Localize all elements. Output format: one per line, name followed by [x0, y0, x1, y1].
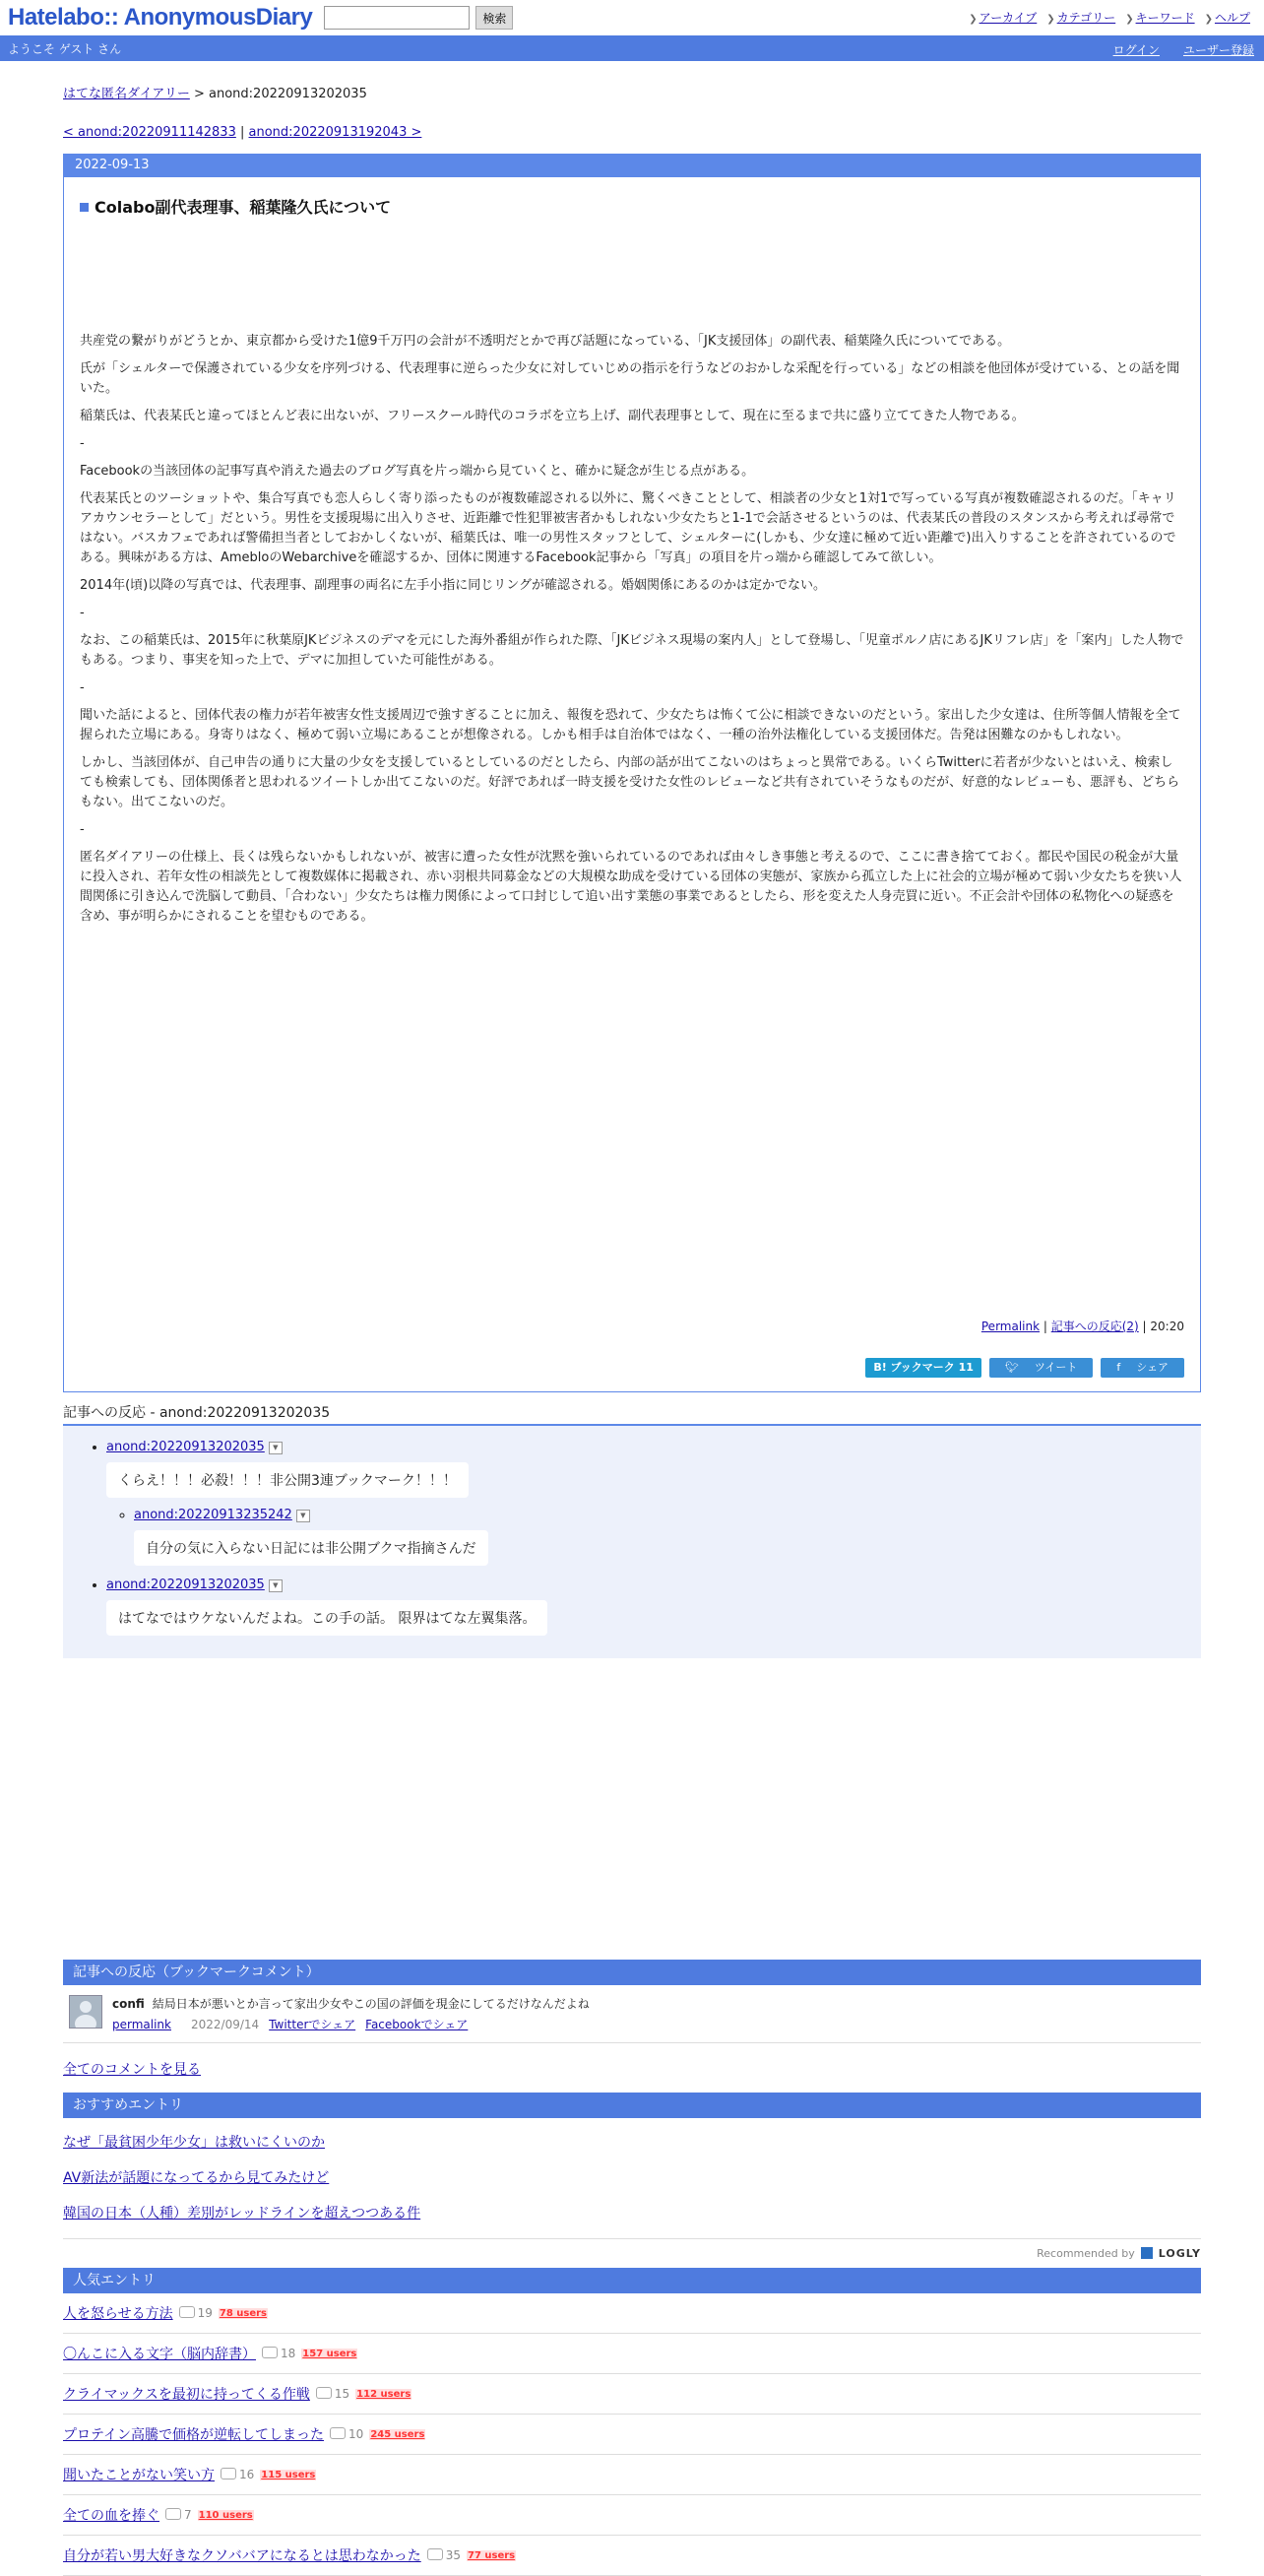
chevron-right-icon: ❯	[969, 14, 978, 25]
popular-item-link[interactable]: 〇んこに入る文字（脳内辞書）	[63, 2347, 256, 2362]
reaction-text: はてなではウケないんだよね。この手の話。 限界はてな左翼集落。	[106, 1600, 547, 1636]
comment-count-value: 19	[197, 2306, 213, 2320]
facebook-share-link[interactable]: Facebookでシェア	[365, 2018, 469, 2031]
bookmark-users-badge[interactable]: 115 users	[261, 2469, 316, 2480]
comment-count	[262, 2347, 295, 2360]
time-sep: |	[1138, 1320, 1151, 1333]
facebook-label: シェア	[1128, 1358, 1176, 1378]
all-comments-link[interactable]: 全てのコメントを見る	[63, 2062, 201, 2078]
bookmark-comments-title: 記事への反応（ブックマークコメント）	[63, 1960, 1201, 1985]
entry-pager	[63, 125, 1201, 140]
entry-paragraph: 代表某氏とのツーショットや、集合写真でも恋人らしく寄り添ったものが複数確認される以外に、驚くべきこととして、相談者の少女と1対1で写っている写真が複数確認されるのだ。「キャリアカウンセラーとして」だという。男性を支援現場に出入りさせ、近距離で性犯罪被害者かもしれない少女たちと1-1で会話させるというのは、代表某氏の普段のスタンスから考えれば尋常ではない。バスカフェであれば警備担当者としておかしくないが、稲葉氏は、唯一の男性スタッフとして、シェルターに(しかも、少女達に極めて近い距離で)出入りすることを許されているのである。興味がある方は、AmebloのWebarchiveを確認するか、団体に関連するFacebook記事から「写真」の項目を片っ端から確認してみて欲しい。	[80, 491, 1176, 565]
nav-category[interactable]: カテゴリー	[1056, 11, 1116, 25]
bookmark-users-badge[interactable]: 77 users	[468, 2549, 516, 2561]
tweet-label: ツイート	[1027, 1358, 1085, 1378]
reaction-item	[134, 1508, 1185, 1566]
share-buttons	[865, 1358, 1184, 1378]
popular-item	[63, 2415, 1201, 2455]
popular-item-link[interactable]: 聞いたことがない笑い方	[63, 2468, 215, 2483]
reaction-text: 自分の気に入らない日記には非公開ブクマ指摘さんだ	[134, 1530, 488, 1566]
reaction-item	[106, 1578, 1185, 1636]
entry-paragraph: なお、この稲葉氏は、2015年に秋葉原JKビジネスのデマを元にした海外番組が作られた際、「JKビジネス現場の案内人」として登場し、「児童ポルノ店にあるJKリフレ店」を「案内」した人物でもある。つまり、事実を知った上で、デマに加担していた可能性がある。	[80, 633, 1184, 668]
comment-count	[165, 2508, 192, 2522]
comment-icon	[427, 2548, 443, 2560]
bookmark-user[interactable]: confi	[112, 1997, 145, 2011]
popular-item-link[interactable]: クライマックスを最初に持ってくる作戦	[63, 2387, 310, 2403]
permalink-link[interactable]: Permalink	[980, 1320, 1041, 1333]
recommended-by-text: Recommended by	[1037, 2247, 1135, 2260]
popular-item-link[interactable]: プロテイン高騰で価格が逆転してしまった	[63, 2427, 325, 2443]
recommended-by	[63, 2238, 1201, 2260]
dropdown-icon[interactable]: ▼	[269, 1442, 283, 1454]
entry-paragraph: しかし、当該団体が、自己申告の通りに大量の少女を支援しているとしているのだとしたら、内部の話が出てこないのはちょっと異常である。いくらTwitterに若者が少ないとはいえ、検索しても検索しても、団体関係者と思われるツイートしか出てこないのだ。好評であれば一時支援を受けた女性のレビューなど共有されていそうなものだが、好意的なレビューも、悪評も、どちらもない。出てこないのだ。	[80, 755, 1180, 809]
entry-paragraph: -	[80, 680, 85, 695]
comment-count	[330, 2427, 363, 2441]
comment-count	[221, 2468, 254, 2481]
popular-list	[63, 2293, 1201, 2576]
site-logo[interactable]: Hatelabo:: AnonymousDiary	[8, 4, 313, 31]
welcome-bar	[0, 35, 1264, 61]
tweet-button[interactable]	[989, 1358, 1093, 1378]
popular-item	[63, 2293, 1201, 2334]
dropdown-icon[interactable]: ▼	[296, 1510, 310, 1522]
entry-paragraph: 匿名ダイアリーの仕様上、長くは残らないかもしれないが、被害に遭った女性が沈黙を強いられているのであれば由々しき事態と考えるので、ここに書き捨てておく。都民や国民の税金が大量に投入され、若年女性の相談先として複数媒体に掲載され、赤い羽根共同募金などの大規模な助成を受けている団体の実態が、家族から孤立した上に社会的立場が極めて弱い少女たちを狭い人間関係に引き込んで洗脳して動員、「合わない」少女たちは権力関係によって口封じして追い出す業態の事業であるとしたら、形を変えた人身売買に近い。不正会計や団体の私物化への疑惑を含め、事が明らかにされることを望むものである。	[80, 850, 1182, 924]
entry-body	[80, 332, 1184, 927]
entry-paragraph: -	[80, 822, 85, 837]
popular-item	[63, 2455, 1201, 2495]
entry-title-text: Colabo副代表理事、稲葉隆久氏について	[95, 198, 392, 217]
twitter-icon: 🐦︎	[997, 1358, 1027, 1378]
bookmark-permalink[interactable]: permalink	[112, 2018, 171, 2031]
comment-count-value: 10	[348, 2427, 364, 2441]
spacer	[63, 1658, 1201, 1960]
foot-sep: |	[1040, 1320, 1051, 1333]
entry-paragraph: 稲葉氏は、代表某氏と違ってほとんど表に出ないが、フリースクール時代のコラボを立ち上げ、副代表理事として、現在に至るまで共に盛り立ててきた人物である。	[80, 409, 1025, 423]
comment-icon	[179, 2306, 195, 2318]
comment-count-value: 35	[445, 2548, 461, 2562]
search-input[interactable]	[324, 6, 470, 30]
comment-icon	[330, 2427, 346, 2439]
bookmark-users-badge[interactable]: 157 users	[302, 2348, 357, 2359]
bookmark-date: 2022/09/14	[191, 2018, 260, 2031]
facebook-share-button[interactable]	[1101, 1358, 1184, 1378]
breadcrumb-current: anond:20220913202035	[209, 87, 367, 101]
reaction-link[interactable]: anond:20220913202035	[106, 1440, 265, 1454]
recommended-item[interactable]: 韓国の日本（人種）差別がレッドラインを超えつつある件	[63, 2206, 421, 2222]
logly-logo[interactable]: LOGLY	[1158, 2247, 1201, 2260]
twitter-share-link[interactable]: Twitterでシェア	[269, 2018, 356, 2031]
entry-paragraph: -	[80, 606, 85, 620]
reactions-title: 記事への反応 - anond:20220913202035	[63, 1402, 1201, 1426]
next-entry-link[interactable]: anond:20220913192043 >	[248, 125, 422, 140]
entry-time: 20:20	[1150, 1320, 1184, 1333]
hatena-bookmark-button[interactable]: B! ブックマーク 11	[865, 1358, 981, 1378]
login-link[interactable]: ログイン	[1112, 43, 1160, 57]
entry-paragraph: Facebookの当該団体の記事写真や消えた過去のブログ写真を片っ端から見ていくと、確かに疑念が生じる点がある。	[80, 464, 755, 479]
popular-item	[63, 2334, 1201, 2374]
comment-icon	[262, 2347, 278, 2358]
reaction-link[interactable]: anond:20220913202035	[106, 1578, 265, 1592]
recommended-list	[63, 2118, 1201, 2236]
popular-item-link[interactable]: 自分が若い男大好きなクソババアになるとは思わなかった	[63, 2548, 421, 2564]
reaction-link[interactable]: anond:20220913235242	[134, 1508, 292, 1522]
comment-count-value: 18	[281, 2347, 296, 2360]
nested-reactions	[106, 1508, 1185, 1566]
bookmark-users-badge[interactable]: 78 users	[219, 2307, 268, 2319]
nav-help[interactable]: ヘルプ	[1214, 11, 1250, 25]
comment-count	[427, 2548, 461, 2562]
nav-archive[interactable]: アーカイブ	[979, 11, 1038, 25]
top-nav	[969, 9, 1250, 26]
chevron-right-icon: ❯	[1046, 14, 1055, 25]
pager-sep: |	[235, 125, 249, 140]
comment-count-value: 7	[184, 2508, 192, 2522]
reactions-list	[79, 1440, 1185, 1636]
entry-paragraph: 聞いた話によると、団体代表の権力が若年被害女性支援周辺で強すぎることに加え、報復を恐れて、少女たちは怖くて公に相談できないのだという。家出した少女達は、住所等個人情報を全て握られた立場にある。身寄りはなく、極めて弱い立場にあることが想像される。しかも相手は自治体ではなく、一種の治外法権化している支援団体だ。告発は困難なのかもしれない。	[80, 708, 1181, 742]
logly-logo-icon	[1141, 2247, 1153, 2259]
square-bullet-icon	[80, 203, 89, 212]
popular-item	[63, 2374, 1201, 2415]
prev-entry-link[interactable]: < anond:20220911142833	[63, 125, 236, 140]
comment-icon	[165, 2508, 181, 2520]
welcome-text: ようこそ ゲスト さん	[8, 41, 122, 56]
entry-paragraph: 2014年(頃)以降の写真では、代表理事、副理事の両名に左手小指に同じリングが確認される。婚姻関係にあるのかは定かでない。	[80, 578, 826, 593]
breadcrumb	[63, 83, 1201, 101]
comment-icon	[221, 2468, 236, 2479]
comment-icon	[316, 2387, 332, 2399]
top-bar	[0, 0, 1264, 35]
entry-paragraph: -	[80, 436, 85, 451]
entry-title[interactable]	[80, 195, 1184, 218]
entry-date: 2022-09-13	[63, 154, 1201, 177]
bookmark-comment	[63, 1985, 1201, 2043]
chevron-right-icon: ❯	[1125, 14, 1134, 25]
comment-count-value: 16	[239, 2468, 255, 2481]
register-link[interactable]: ユーザー登録	[1182, 43, 1254, 57]
entry-footer	[981, 1318, 1184, 1334]
popular-title: 人気エントリ	[63, 2268, 1201, 2293]
popular-item-link[interactable]: 全ての血を捧ぐ	[63, 2508, 159, 2524]
recommended-title: おすすめエントリ	[63, 2093, 1201, 2118]
reaction-item	[106, 1440, 1185, 1566]
chevron-right-icon: ❯	[1204, 14, 1213, 25]
bookmark-comment-text: 結局日本が悪いとか言って家出少女やこの国の評価を現金にしてるだけなんだよね	[152, 1997, 590, 2011]
comment-count	[179, 2306, 213, 2320]
popular-item	[63, 2536, 1201, 2576]
comment-count-value: 15	[334, 2387, 350, 2401]
comment-count	[316, 2387, 349, 2401]
bookmark-users-badge[interactable]: 245 users	[370, 2428, 425, 2440]
search-button[interactable]: 検索	[475, 6, 513, 30]
recommended-item[interactable]: なぜ「最貧困少年少女」は救いにくいのか	[63, 2135, 325, 2151]
reactions-area	[63, 1426, 1201, 1658]
entry-section	[63, 177, 1201, 1392]
nav-keyword[interactable]: キーワード	[1135, 11, 1195, 25]
bookmark-users-badge[interactable]: 110 users	[198, 2509, 253, 2521]
facebook-icon: f	[1108, 1358, 1128, 1378]
dropdown-icon[interactable]: ▼	[269, 1579, 283, 1592]
user-avatar-icon[interactable]	[69, 1995, 102, 2029]
bookmark-users-badge[interactable]: 112 users	[356, 2388, 411, 2400]
main-content	[63, 83, 1201, 2576]
entry-paragraph: 氏が「シェルターで保護されている少女を序列づける、代表理事に逆らった少女に対していじめの指示を行うなどのおかしな采配を行っている」などの相談を他団体が受けている、との話を聞いた。	[80, 361, 1180, 396]
recommended-item[interactable]: AV新法が話題になってるから見てみたけど	[63, 2170, 330, 2186]
popular-item-link[interactable]: 人を怒らせる方法	[63, 2306, 173, 2322]
breadcrumb-home[interactable]: はてな匿名ダイアリー	[63, 87, 190, 101]
breadcrumb-sep: >	[189, 87, 210, 101]
reactions-link[interactable]: 記事への反応(2)	[1050, 1320, 1139, 1333]
reaction-text: くらえ！！！必殺！！！非公開3連ブックマーク！！！	[106, 1462, 469, 1498]
entry-paragraph: 共産党の繋がりがどうとか、東京都から受けた1億9千万円の会計が不透明だとかで再び話題になっている、「JK支援団体」の副代表、稲葉隆久氏についてである。	[80, 334, 1011, 349]
popular-item	[63, 2495, 1201, 2536]
